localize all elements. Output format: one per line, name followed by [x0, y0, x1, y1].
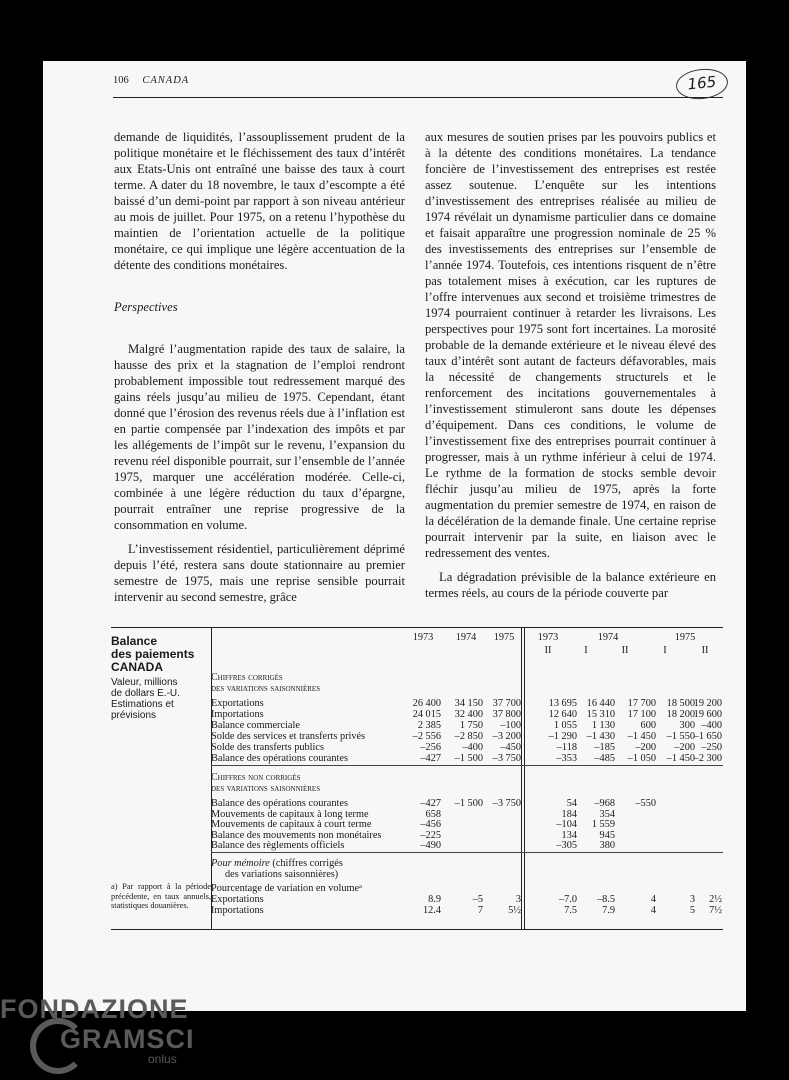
table-cell: –256: [420, 742, 441, 753]
table-cell: –200: [674, 742, 695, 753]
table-cell: –968: [594, 798, 615, 809]
row-label: Mouvements de capitaux à long terme: [211, 808, 369, 820]
document-page: [43, 61, 746, 1011]
table-cell: 7.5: [564, 905, 577, 916]
col-header-semester: II: [544, 645, 552, 656]
table-caption: [111, 635, 217, 721]
table-cell: –118: [556, 742, 577, 753]
table-cell: 17 100: [627, 709, 656, 720]
memo-header: Pour mémoire (chiffres corrigés des variations saisonnières): [211, 858, 343, 880]
paragraph: Malgré l’augmentation rapide des taux de salaire, la hausse des prix et la stagnation de l’emploi rendront probablement impossible tout redressement marqué des gains réels jusqu’au milieu de 1975. Cependant, étant donné que l’érosion des revenus réels due à l’inflation est en partie compensée par l’indexation des impôts et par les allégements de l’impôt sur le revenu, l’expansion du revenu réel disponible pourrait, sur l’ensemble de l’année 1975, marquer une accélération modérée. Celle-ci, combinée à une légère réduction du taux d’épargne, pourrait entraîner une reprise progressive de la consommation en volume.: [114, 342, 405, 532]
table-cell: –1 450: [666, 753, 695, 764]
table-cell: 37 800: [492, 709, 521, 720]
table-bottom-rule: [111, 929, 723, 930]
paragraph: L’investissement résidentiel, particulièrement déprimé depuis l’été, restera sans doute stationnaire au premier semestre de 1975, mais une reprise sensible pourrait intervenir au second semestre, grâce: [114, 542, 405, 604]
fondazione-gramsci-logo: FONDAZIONE GRAMSCI onlus: [0, 988, 230, 1078]
paragraph: La dégradation prévisible de la balance extérieure en termes réels, au cours de la période couverte par: [425, 570, 716, 600]
table-cell: –400: [462, 742, 483, 753]
table-cell: 18 200: [666, 709, 695, 720]
table-cell: –250: [701, 742, 722, 753]
table-cell: –1 500: [454, 753, 483, 764]
table-cell: 2½: [709, 894, 722, 905]
table-cell: –353: [556, 753, 577, 764]
table-row: [211, 742, 723, 753]
table-cell: –1 450: [627, 731, 656, 742]
row-label: Exportations: [211, 698, 264, 709]
col-header-1973: 1973: [412, 632, 434, 643]
row-label: Exportations: [211, 894, 264, 905]
table-cell: –185: [594, 742, 615, 753]
table-cell: 945: [599, 829, 615, 841]
table-cell: 5½: [508, 905, 521, 916]
table-row: [211, 709, 723, 720]
table-cell: 4: [650, 905, 656, 916]
col-header-1974-half: 1974: [597, 632, 619, 643]
table-cell: –2 850: [454, 731, 483, 742]
row-label: Solde des transferts publics: [211, 742, 324, 753]
section-header: Chiffres non corrigés des variations saisonnières: [211, 772, 321, 794]
paragraph: aux mesures de soutien prises par les pouvoirs publics et à la détente des conditions monétaires. La tendance foncière de l’investissement des entreprises est restée assez soutenue. L’enquête sur les intentions d’investissement des entreprises réalisée au milieu de 1974 révélait un dynamisme particulier dans ce domaine et faisait apparaître une progression nominale de 25 % des investissements des entreprises sur l’ensemble de l’année 1974. Toutefois, ces intentions risquent de n’être pas totalement mises à exécution, car les ruptures de l’offre intervenues aux second et troisième trimestres de 1974 pourraient continuer à retarder les livraisons. Les perspectives pour 1975 sont fort incertaines. La morosité probable de la demande extérieure et le niveau élevé des taux d’intérêt sont autant de facteurs défavorables, mais la nécessité de changements structurels et le renforcement des incitations gouvernementales à l’investissement stimuleront sans doute les dépenses d’équipement. Dans ces conditions, le volume de l’investissement fixe des entreprises pourrait continuer à progresser, mais à un rythme inférieur à celui de 1974. Le rythme de la formation de stocks semble devoir fléchir jusqu’au milieu de 1975, après la forte augmentation du premier semestre de 1974, en raison de la décélération de la demande finale. Une certaine reprise pourrait intervenir par la suite, en liaison avec le redressement des ventes.: [425, 130, 716, 560]
table-cell: 18 500: [666, 698, 695, 709]
header-rule: [113, 97, 723, 98]
table-cell: 37 700: [492, 698, 521, 709]
text-column-right: [425, 129, 716, 601]
col-header-semester: I: [663, 645, 667, 656]
table-cell: 32 400: [454, 709, 483, 720]
table-cell: –104: [556, 819, 577, 830]
table-cell: –1 650: [693, 731, 722, 742]
table-row: [211, 720, 723, 731]
table-footnote: a) Par rapport à la période précédente, en taux annuels, statistiques douanières.: [111, 882, 211, 910]
table-cell: –200: [635, 742, 656, 753]
table-subtitle: Valeur, millions de dollars E.-U. Estimations et prévisions: [111, 677, 180, 721]
table-cell: 8.9: [428, 894, 441, 905]
table-cell: 600: [640, 720, 656, 731]
table-cell: –427: [420, 798, 441, 809]
row-label: Mouvements de capitaux à court terme: [211, 819, 372, 830]
table-cell: –3 750: [492, 798, 521, 809]
table-cell: 3: [689, 894, 695, 905]
row-label: Balance commerciale: [211, 720, 300, 731]
table-cell: 12 640: [548, 709, 577, 720]
table-cell: 16 440: [586, 698, 615, 709]
row-label: Solde des services et transferts privés: [211, 731, 366, 742]
table-cell: 1 055: [553, 720, 577, 731]
table-row: [211, 819, 723, 830]
table-cell: –2 556: [412, 731, 441, 742]
section-heading: Perspectives: [114, 300, 178, 314]
table-cell: 17 700: [627, 698, 656, 709]
table-cell: –456: [420, 819, 441, 830]
table-cell: –1 500: [454, 798, 483, 809]
col-header-semester: II: [701, 645, 709, 656]
table-cell: 300: [679, 720, 695, 731]
col-header-1973-half: 1973: [537, 632, 559, 643]
col-header-1974: 1974: [455, 632, 477, 643]
section-rule: [211, 765, 723, 766]
table-cell: –3 200: [492, 731, 521, 742]
table-cell: –1 050: [627, 753, 656, 764]
table-cell: 5: [689, 905, 695, 916]
table-cell: –1 430: [586, 731, 615, 742]
table-cell: –100: [500, 720, 521, 731]
section-header: Chiffres corrigés des variations saisonnières: [211, 672, 321, 694]
table-cell: –427: [420, 753, 441, 764]
table-row: [211, 894, 723, 905]
table-cell: –1 550: [666, 731, 695, 742]
table-row: [211, 698, 723, 709]
table-top-rule: [111, 627, 723, 628]
table-row: [211, 798, 723, 809]
col-header-1975: 1975: [493, 632, 515, 643]
table-cell: –1 290: [548, 731, 577, 742]
section-rule: [211, 852, 723, 853]
table-row: [211, 840, 723, 851]
table-cell: 54: [566, 798, 577, 809]
archive-number-stamp: 165: [675, 66, 730, 101]
table-row: [211, 809, 723, 820]
table-cell: –5: [472, 894, 483, 905]
col-header-semester: II: [621, 645, 629, 656]
table-cell: 19 600: [693, 709, 722, 720]
paragraph: demande de liquidités, l’assouplissement prudent de la politique monétaire et le fléchissement des taux d’intérêt aux Etats-Unis ont entraîné une baisse des taux à court terme. A dater du 18 novembre, le taux d’escompte a été baissé d’un demi-point par rapport à son niveau antérieur au mois de juillet. Pour 1975, on a retenu l’hypothèse du maintien de l’orientation actuelle de la politique monétaire, ce qui implique une légère accentuation de la détente des conditions monétaires.: [114, 130, 405, 272]
row-label: Pourcentage de variation en volumeᵃ: [211, 883, 362, 894]
table-cell: –225: [420, 829, 441, 841]
table-cell: 2 385: [417, 720, 441, 731]
table-cell: 12.4: [422, 905, 441, 916]
table-cell: 658: [425, 808, 441, 820]
table-cell: –550: [635, 798, 656, 809]
table-cell: –7.0: [558, 894, 577, 905]
table-cell: 1 130: [591, 720, 615, 731]
table-cell: 134: [561, 829, 577, 841]
table-cell: –2 300: [693, 753, 722, 764]
col-header-semester: I: [584, 645, 588, 656]
table-cell: –305: [556, 840, 577, 851]
row-label: Balance des opérations courantes: [211, 753, 348, 764]
table-cell: 34 150: [454, 698, 483, 709]
table-row: [211, 905, 723, 916]
table-cell: 3: [515, 894, 521, 905]
table-cell: –400: [701, 720, 722, 731]
table-cell: 7.9: [602, 905, 615, 916]
table-cell: 7½: [709, 905, 722, 916]
table-cell: 13 695: [548, 698, 577, 709]
table-cell: 354: [599, 808, 615, 820]
text-column-left: [114, 129, 405, 605]
table-cell: –490: [420, 840, 441, 851]
col-header-1975-half: 1975: [674, 632, 696, 643]
table-cell: 1 750: [459, 720, 483, 731]
table-title-line: Balance: [111, 634, 158, 648]
table-cell: 24 015: [412, 709, 441, 720]
table-cell: –485: [594, 753, 615, 764]
table-cell: 26 400: [412, 698, 441, 709]
table-cell: –8.5: [596, 894, 615, 905]
table-cell: 7: [477, 905, 483, 916]
table-cell: 4: [650, 894, 656, 905]
row-label: Balance des mouvements non monétaires: [211, 829, 382, 841]
table-row: [211, 883, 723, 894]
table-title-line: CANADA: [111, 660, 163, 674]
table-cell: 1 559: [591, 819, 615, 830]
table-cell: –3 750: [492, 753, 521, 764]
running-title: CANADA: [142, 75, 190, 86]
row-label: Importations: [211, 905, 264, 916]
row-label: Balance des opérations courantes: [211, 798, 348, 809]
table-cell: 19 200: [693, 698, 722, 709]
table-row: [211, 731, 723, 742]
running-header: [113, 75, 189, 86]
page-number: 106: [113, 75, 129, 86]
table-row: [211, 753, 723, 764]
row-label: Importations: [211, 709, 264, 720]
table-cell: –450: [500, 742, 521, 753]
table-cell: 380: [599, 840, 615, 851]
row-label: Balance des règlements officiels: [211, 840, 345, 851]
table-title-line: des paiements: [111, 647, 195, 661]
table-cell: 15 310: [586, 709, 615, 720]
table-cell: 184: [561, 808, 577, 820]
table-row: [211, 830, 723, 841]
